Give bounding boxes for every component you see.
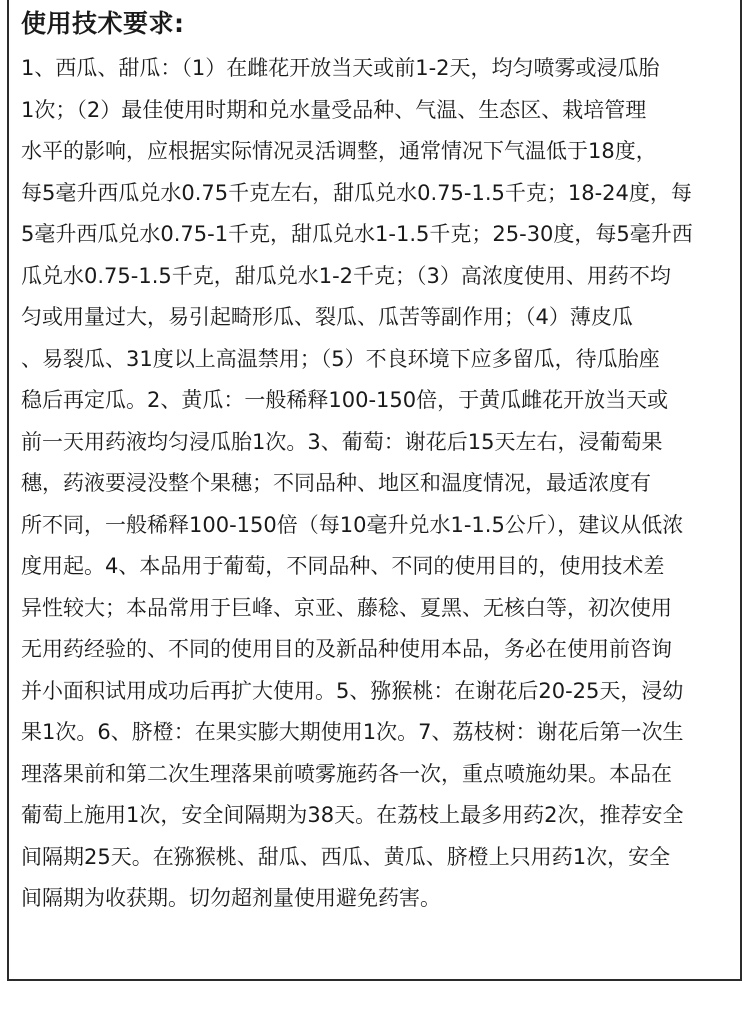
text-line: 、易裂瓜、31度以上高温禁用；（5）不良环境下应多留瓜，待瓜胎座: [21, 346, 660, 371]
text-line: 间隔期为收获期。切勿超剂量使用避免药害。: [21, 886, 441, 910]
text-line: 葡萄上施用1次，安全间隔期为38天。在荔枝上最多用药2次，推荐安全: [21, 803, 684, 827]
text-line: 理落果前和第二次生理落果前喷雾施药各一次，重点喷施幼果。本品在: [21, 761, 672, 786]
instruction-body: [21, 48, 693, 920]
text-line: 每5毫升西瓜兑水0.75千克左右，甜瓜兑水0.75-1.5千克；18-24度，每: [21, 180, 692, 205]
text-line: 穗，药液要浸没整个果穗；不同品种、地区和温度情况，最适浓度有: [21, 471, 651, 495]
text-line: 1、西瓜、甜瓜：（1）在雌花开放当天或前1-2天，均匀喷雾或浸瓜胎: [21, 56, 660, 80]
text-line: 5毫升西瓜兑水0.75-1千克，甜瓜兑水1-1.5千克；25-30度，每5毫升西: [21, 222, 693, 246]
text-line: 瓜兑水0.75-1.5千克，甜瓜兑水1-2千克；（3）高浓度使用、用药不均: [21, 263, 671, 288]
text-line: 并小面积试用成功后再扩大使用。5、猕猴桃：在谢花后20-25天，浸幼: [21, 678, 684, 703]
text-line: 匀或用量过大，易引起畸形瓜、裂瓜、瓜苦等副作用；（4）薄皮瓜: [21, 305, 633, 329]
text-line: 异性较大；本品常用于巨峰、京亚、藤稔、夏黑、无核白等，初次使用: [21, 595, 672, 620]
text-line: 1次；（2）最佳使用时期和兑水量受品种、气温、生态区、栽培管理: [21, 97, 647, 122]
text-line: 前一天用药液均匀浸瓜胎1次。3、葡萄：谢花后15天左右，浸葡萄果: [21, 429, 663, 454]
text-line: 无用药经验的、不同的使用目的及新品种使用本品，务必在使用前咨询: [21, 637, 672, 661]
text-line: 间隔期25天。在猕猴桃、甜瓜、西瓜、黄瓜、脐橙上只用药1次，安全: [21, 844, 671, 869]
section-title: 使用技术要求:: [21, 9, 185, 38]
text-line: 稳后再定瓜。2、黄瓜：一般稀释100-150倍，于黄瓜雌花开放当天或: [21, 388, 669, 412]
instruction-panel: [7, 0, 742, 981]
text-line: 度用起。4、本品用于葡萄，不同品种、不同的使用目的，使用技术差: [21, 554, 665, 578]
text-line: 水平的影响，应根据实际情况灵活调整，通常情况下气温低于18度，: [21, 139, 657, 163]
text-line: 所不同，一般稀释100-150倍（每10毫升兑水1-1.5公斤），建议从低浓: [21, 512, 684, 537]
text-line: 果1次。6、脐橙：在果实膨大期使用1次。7、荔枝树：谢花后第一次生: [21, 720, 684, 744]
